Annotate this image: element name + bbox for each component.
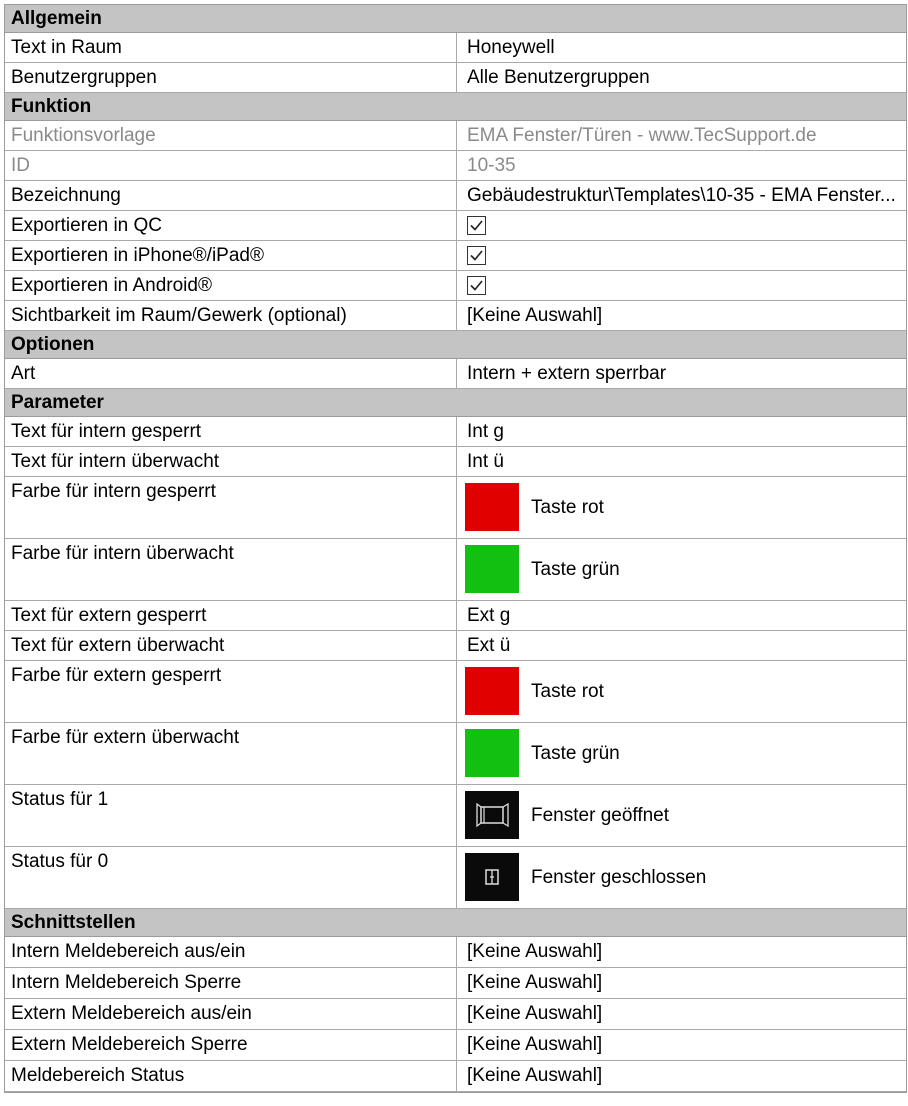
property-value[interactable]: Int ü <box>467 451 504 472</box>
section-header-parameter[interactable]: Parameter <box>5 389 906 417</box>
property-value[interactable]: Alle Benutzergruppen <box>467 67 650 88</box>
property-value[interactable]: Intern + extern sperrbar <box>467 363 667 384</box>
row-extern-aus-ein[interactable] <box>5 999 906 1030</box>
property-value[interactable]: [Keine Auswahl] <box>467 1003 603 1024</box>
property-label: Bezeichnung <box>5 181 457 210</box>
color-swatch-green[interactable] <box>465 729 519 777</box>
row-extern-sperre[interactable] <box>5 1030 906 1061</box>
property-value[interactable] <box>457 211 906 240</box>
row-export-qc[interactable] <box>5 211 906 241</box>
property-label: Farbe für extern überwacht <box>5 723 457 784</box>
property-label: Farbe für intern überwacht <box>5 539 457 600</box>
property-value[interactable]: Int g <box>467 421 504 442</box>
property-label: Text für intern überwacht <box>5 447 457 476</box>
property-label: Text für extern überwacht <box>5 631 457 660</box>
property-label: Status für 1 <box>5 785 457 846</box>
color-name: Taste grün <box>531 559 620 580</box>
checkmark-icon <box>469 278 484 293</box>
row-status-0[interactable] <box>5 847 906 909</box>
checkmark-icon <box>469 218 484 233</box>
property-label: Extern Meldebereich Sperre <box>5 1030 457 1060</box>
section-header-optionen[interactable]: Optionen <box>5 331 906 359</box>
property-label: Benutzergruppen <box>5 63 457 92</box>
property-value[interactable] <box>457 477 906 538</box>
property-label: Meldebereich Status <box>5 1061 457 1091</box>
property-label: Extern Meldebereich aus/ein <box>5 999 457 1029</box>
property-grid <box>4 4 907 1093</box>
export-qc-checkbox[interactable] <box>467 216 486 235</box>
color-swatch-red[interactable] <box>465 483 519 531</box>
property-value[interactable]: [Keine Auswahl] <box>467 1065 603 1086</box>
property-value[interactable] <box>457 539 906 600</box>
row-funktionsvorlage <box>5 121 906 151</box>
property-label: Exportieren in iPhone®/iPad® <box>5 241 457 270</box>
row-bezeichnung[interactable] <box>5 181 906 211</box>
row-art[interactable] <box>5 359 906 389</box>
status-text: Fenster geschlossen <box>531 867 707 888</box>
row-farbe-intern-gesperrt[interactable] <box>5 477 906 539</box>
property-value[interactable]: Ext ü <box>467 635 511 656</box>
property-label: Text in Raum <box>5 33 457 62</box>
property-label: Funktionsvorlage <box>5 121 457 150</box>
property-value[interactable] <box>457 847 906 908</box>
property-value[interactable]: [Keine Auswahl] <box>467 305 603 326</box>
export-android-checkbox[interactable] <box>467 276 486 295</box>
property-value[interactable] <box>457 785 906 846</box>
property-value: EMA Fenster/Türen - www.TecSupport.de <box>467 125 817 146</box>
section-header-funktion[interactable]: Funktion <box>5 93 906 121</box>
color-name: Taste grün <box>531 743 620 764</box>
property-label: Farbe für extern gesperrt <box>5 661 457 722</box>
property-label: Exportieren in Android® <box>5 271 457 300</box>
row-text-intern-gesperrt[interactable] <box>5 417 906 447</box>
row-export-iphone[interactable] <box>5 241 906 271</box>
property-label: ID <box>5 151 457 180</box>
export-iphone-checkbox[interactable] <box>467 246 486 265</box>
row-intern-aus-ein[interactable] <box>5 937 906 968</box>
property-label: Status für 0 <box>5 847 457 908</box>
status-text: Fenster geöffnet <box>531 805 670 826</box>
property-label: Text für extern gesperrt <box>5 601 457 630</box>
section-header-schnittstellen[interactable]: Schnittstellen <box>5 909 906 937</box>
property-label: Text für intern gesperrt <box>5 417 457 446</box>
property-value[interactable]: [Keine Auswahl] <box>467 941 603 962</box>
property-value: 10-35 <box>467 155 516 176</box>
row-export-android[interactable] <box>5 271 906 301</box>
property-label: Intern Meldebereich Sperre <box>5 968 457 998</box>
property-value[interactable]: Honeywell <box>467 37 555 58</box>
row-meldebereich-status[interactable] <box>5 1061 906 1092</box>
row-text-extern-gesperrt[interactable] <box>5 601 906 631</box>
window-open-icon[interactable] <box>465 791 519 839</box>
row-farbe-extern-ueberwacht[interactable] <box>5 723 906 785</box>
property-value[interactable] <box>457 271 906 300</box>
section-header-allgemein[interactable]: Allgemein <box>5 5 906 33</box>
property-value[interactable]: Gebäudestruktur\Templates\10-35 - EMA Fenster... <box>467 185 896 206</box>
color-swatch-green[interactable] <box>465 545 519 593</box>
color-swatch-red[interactable] <box>465 667 519 715</box>
row-intern-sperre[interactable] <box>5 968 906 999</box>
property-value[interactable]: [Keine Auswahl] <box>467 972 603 993</box>
property-label: Exportieren in QC <box>5 211 457 240</box>
row-sichtbarkeit[interactable] <box>5 301 906 331</box>
row-text-extern-ueberwacht[interactable] <box>5 631 906 661</box>
row-farbe-intern-ueberwacht[interactable] <box>5 539 906 601</box>
color-name: Taste rot <box>531 681 604 702</box>
row-status-1[interactable] <box>5 785 906 847</box>
property-label: Art <box>5 359 457 388</box>
property-label: Intern Meldebereich aus/ein <box>5 937 457 967</box>
property-value[interactable] <box>457 661 906 722</box>
property-value[interactable]: [Keine Auswahl] <box>467 1034 603 1055</box>
row-id <box>5 151 906 181</box>
row-text-in-raum[interactable] <box>5 33 906 63</box>
window-closed-icon[interactable] <box>465 853 519 901</box>
property-label: Sichtbarkeit im Raum/Gewerk (optional) <box>5 301 457 330</box>
property-value[interactable] <box>457 723 906 784</box>
color-name: Taste rot <box>531 497 604 518</box>
property-label: Farbe für intern gesperrt <box>5 477 457 538</box>
checkmark-icon <box>469 248 484 263</box>
row-text-intern-ueberwacht[interactable] <box>5 447 906 477</box>
property-value[interactable]: Ext g <box>467 605 511 626</box>
row-farbe-extern-gesperrt[interactable] <box>5 661 906 723</box>
property-value[interactable] <box>457 241 906 270</box>
row-benutzergruppen[interactable] <box>5 63 906 93</box>
